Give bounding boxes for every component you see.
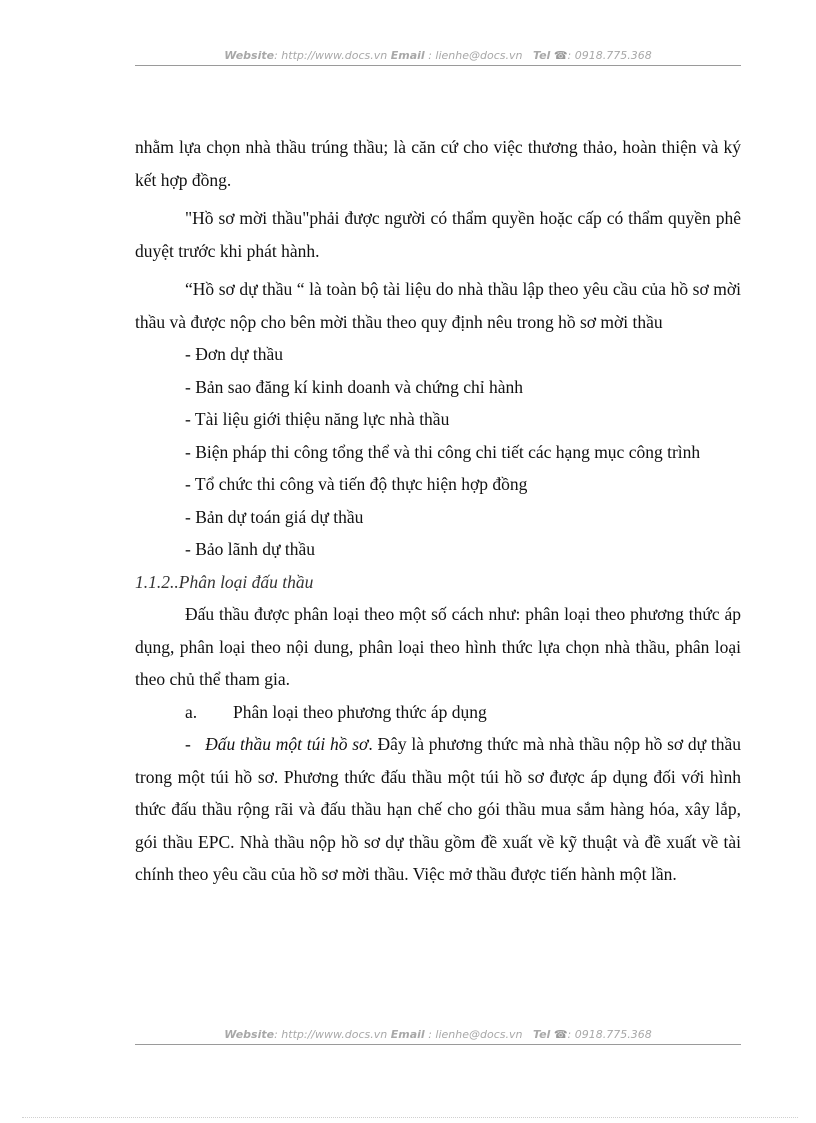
subsection-marker: a. [185, 701, 198, 722]
paragraph: Đấu thầu được phân loại theo một số cách như: phân loại theo phương thức áp dụng, phân loại theo nội dung, phân loại theo hình thức lựa chọn nhà thầu, phân loại theo chủ thể tham gia. [135, 604, 741, 689]
tel-label: Tel [532, 1028, 551, 1041]
website-value: : http://www.docs.vn [274, 1028, 388, 1041]
phone-icon: ☎ [553, 1028, 568, 1041]
subsection-heading [135, 696, 741, 729]
list-item: - Tài liệu giới thiệu năng lực nhà thầu [185, 409, 450, 429]
section-heading: 1.1.2..Phân loại đấu thầu [135, 571, 314, 592]
tel-value: : 0918.775.368 [567, 49, 652, 62]
paragraph: nhằm lựa chọn nhà thầu trúng thầu; là căn cứ cho việc thương thảo, hoàn thiện và ký kết hợp đồng. [135, 137, 741, 190]
list-item: - Bản dự toán giá dự thầu [185, 506, 364, 527]
page-footer [135, 1028, 741, 1045]
subsection-title: Phân loại theo phương thức áp dụng [233, 701, 487, 722]
list-item: - Bản sao đăng kí kinh doanh và chứng chỉ hành [185, 376, 524, 397]
website-value: : http://www.docs.vn [274, 49, 388, 62]
website-label: Website [224, 1028, 275, 1041]
paragraph-dash: - [185, 734, 206, 754]
list-item: - Tổ chức thi công và tiến độ thực hiện hợp đồng [185, 474, 528, 494]
paragraph-text: . Đây là phương thức mà nhà thầu nộp hồ sơ dự thầu trong một túi hồ sơ. Phương thức đấu thầu một túi hồ sơ được áp dụng đối với hình thức đấu thầu rộng rãi và đấu thầu hạn chế cho gói thầu mua sắm hàng hóa, xây lắp, gói thầu EPC. Nhà thầu nộp hồ sơ dự thầu gồm đề xuất về kỹ thuật và đề xuất về tài chính theo yêu cầu của hồ sơ mời thầu. Việc mở thầu được tiến hành một lần. [135, 734, 742, 884]
emphasis-term: Đấu thầu một túi hồ sơ [205, 734, 369, 754]
list-item: - Bảo lãnh dự thầu [185, 539, 316, 559]
tel-label: Tel [532, 49, 551, 62]
paragraph: “Hồ sơ dự thầu “ là toàn bộ tài liệu do nhà thầu lập theo yêu cầu của hồ sơ mời thầu và được nộp cho bên mời thầu theo quy định nêu trong hồ sơ mời thầu [135, 279, 741, 332]
list-item: - Đơn dự thầu [185, 344, 283, 364]
paragraph: "Hồ sơ mời thầu"phải được người có thẩm quyền hoặc cấp có thẩm quyền phê duyệt trước khi phát hành. [135, 208, 741, 261]
email-value: : lienhe@docs.vn [424, 49, 523, 62]
phone-icon: ☎ [553, 49, 568, 62]
website-label: Website [224, 49, 275, 62]
email-label: Email [390, 1028, 425, 1041]
tel-value: : 0918.775.368 [567, 1028, 652, 1041]
document-body [135, 131, 741, 891]
paragraph [135, 728, 741, 891]
list-item: - Biện pháp thi công tổng thể và thi công chi tiết các hạng mục công trình [185, 441, 701, 462]
email-label: Email [390, 49, 425, 62]
email-value: : lienhe@docs.vn [424, 1028, 523, 1041]
page-edge-divider [22, 1117, 798, 1118]
page-header [135, 49, 741, 66]
